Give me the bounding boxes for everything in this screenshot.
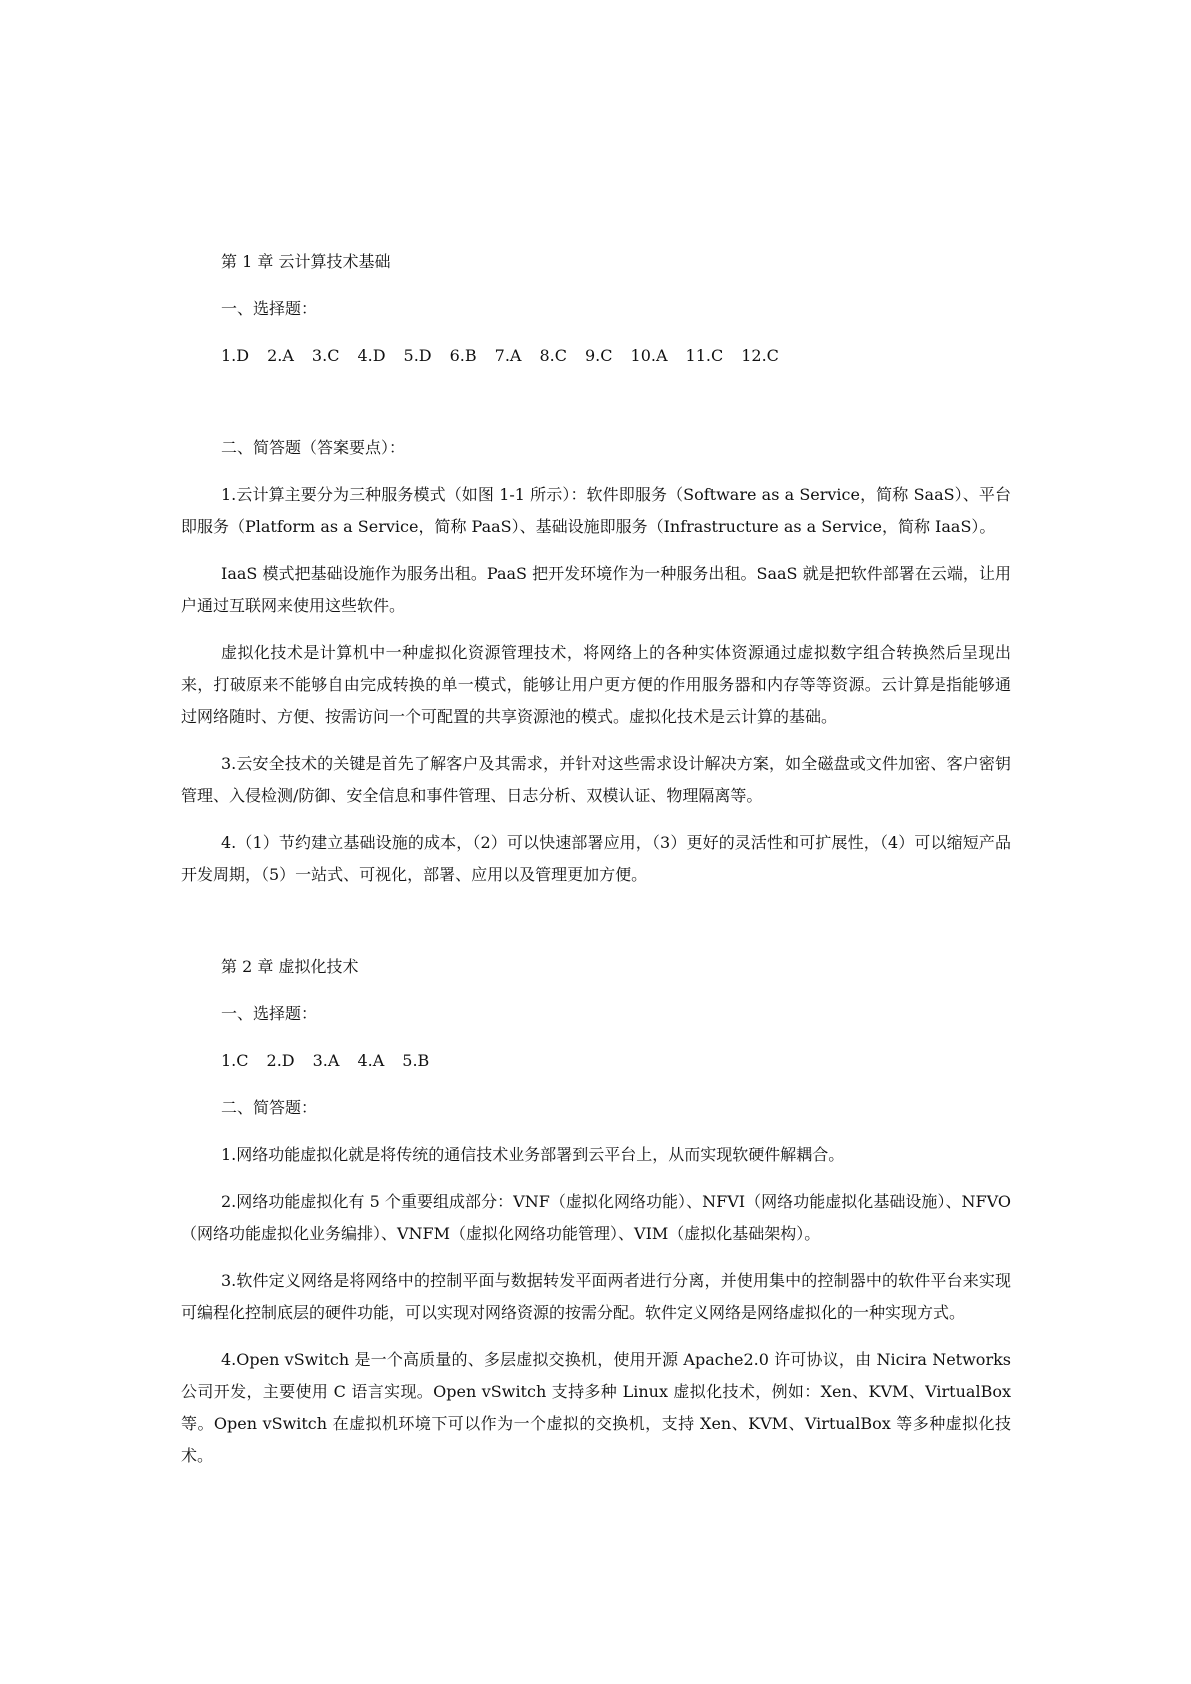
chapter1-paragraph: IaaS 模式把基础设施作为服务出租。PaaS 把开发环境作为一种服务出租。SaaS 就是把软件部署在云端，让用户通过互联网来使用这些软件。 xyxy=(181,564,1011,615)
answer-item: 5.D xyxy=(403,346,432,365)
chapter1-title: 第 1 章 云计算技术基础 xyxy=(221,252,391,271)
answer-item: 1.D xyxy=(221,346,250,365)
chapter2-paragraph: 4.Open vSwitch 是一个高质量的、多层虚拟交换机，使用开源 Apache2.0 许可协议，由 Nicira Networks 公司开发，主要使用 C 语言实现。Open vSwitch 支持多种 Linux 虚拟化技术，例如：Xen、KVM、VirtualBox 等。Open vSwitch 在虚拟机环境下可以作为一个虚拟的交换机，支持 Xen、KVM、VirtualBox 等多种虚拟化技术。 xyxy=(181,1350,1011,1465)
chapter1-mcq-heading: 一、选择题： xyxy=(221,299,318,318)
answer-item: 9.C xyxy=(585,346,613,365)
chapter1-mcq-answers xyxy=(181,340,1011,372)
document-content xyxy=(181,246,1011,1472)
answer-item: 4.A xyxy=(357,1051,385,1070)
chapter2-paragraph: 3.软件定义网络是将网络中的控制平面与数据转发平面两者进行分离，并使用集中的控制器中的软件平台来实现可编程化控制底层的硬件功能，可以实现对网络资源的按需分配。软件定义网络是网络虚拟化的一种实现方式。 xyxy=(181,1271,1011,1322)
answer-item: 8.C xyxy=(539,346,567,365)
chapter2-mcq-answers xyxy=(181,1045,1011,1077)
chapter2-paragraph: 2.网络功能虚拟化有 5 个重要组成部分：VNF（虚拟化网络功能）、NFVI（网络功能虚拟化基础设施）、NFVO（网络功能虚拟化业务编排）、VNFM（虚拟化网络功能管理）、VIM（虚拟化基础架构）。 xyxy=(181,1192,1011,1243)
chapter2-title: 第 2 章 虚拟化技术 xyxy=(221,957,359,976)
chapter1-paragraph: 1.云计算主要分为三种服务模式（如图 1-1 所示）：软件即服务（Software as a Service，简称 SaaS）、平台即服务（Platform as a Service，简称 PaaS）、基础设施即服务（Infrastructure as a Service，简称 IaaS）。 xyxy=(181,485,1011,536)
chapter1-paragraph: 虚拟化技术是计算机中一种虚拟化资源管理技术，将网络上的各种实体资源通过虚拟数字组合转换然后呈现出来，打破原来不能够自由完成转换的单一模式，能够让用户更方便的作用服务器和内存等等资源。云计算是指能够通过网络随时、方便、按需访问一个可配置的共享资源池的模式。虚拟化技术是云计算的基础。 xyxy=(181,643,1011,726)
answer-item: 5.B xyxy=(402,1051,430,1070)
chapter2-sa-heading: 二、简答题： xyxy=(221,1098,318,1117)
chapter2-paragraph: 1.网络功能虚拟化就是将传统的通信技术业务部署到云平台上，从而实现软硬件解耦合。 xyxy=(221,1145,845,1164)
chapter1-paragraph: 4.（1）节约建立基础设施的成本，（2）可以快速部署应用，（3）更好的灵活性和可扩展性，（4）可以缩短产品开发周期，（5）一站式、可视化，部署、应用以及管理更加方便。 xyxy=(181,833,1011,884)
chapter1-paragraph: 3.云安全技术的关键是首先了解客户及其需求，并针对这些需求设计解决方案，如全磁盘或文件加密、客户密钥管理、入侵检测/防御、安全信息和事件管理、日志分析、双模认证、物理隔离等。 xyxy=(181,754,1011,805)
answer-item: 6.B xyxy=(449,346,477,365)
chapter1-sa-heading: 二、简答题（答案要点）： xyxy=(221,438,406,457)
answer-item: 4.D xyxy=(357,346,386,365)
answer-item: 1.C xyxy=(221,1051,249,1070)
answer-item: 11.C xyxy=(685,346,724,365)
answer-item: 2.A xyxy=(267,346,294,365)
chapter2-mcq-heading: 一、选择题： xyxy=(221,1004,318,1023)
answer-item: 3.C xyxy=(311,346,340,365)
answer-item: 12.C xyxy=(741,346,779,365)
answer-item: 7.A xyxy=(494,346,522,365)
answer-item: 2.D xyxy=(266,1051,295,1070)
answer-item: 3.A xyxy=(312,1051,340,1070)
answer-item: 10.A xyxy=(630,346,668,365)
